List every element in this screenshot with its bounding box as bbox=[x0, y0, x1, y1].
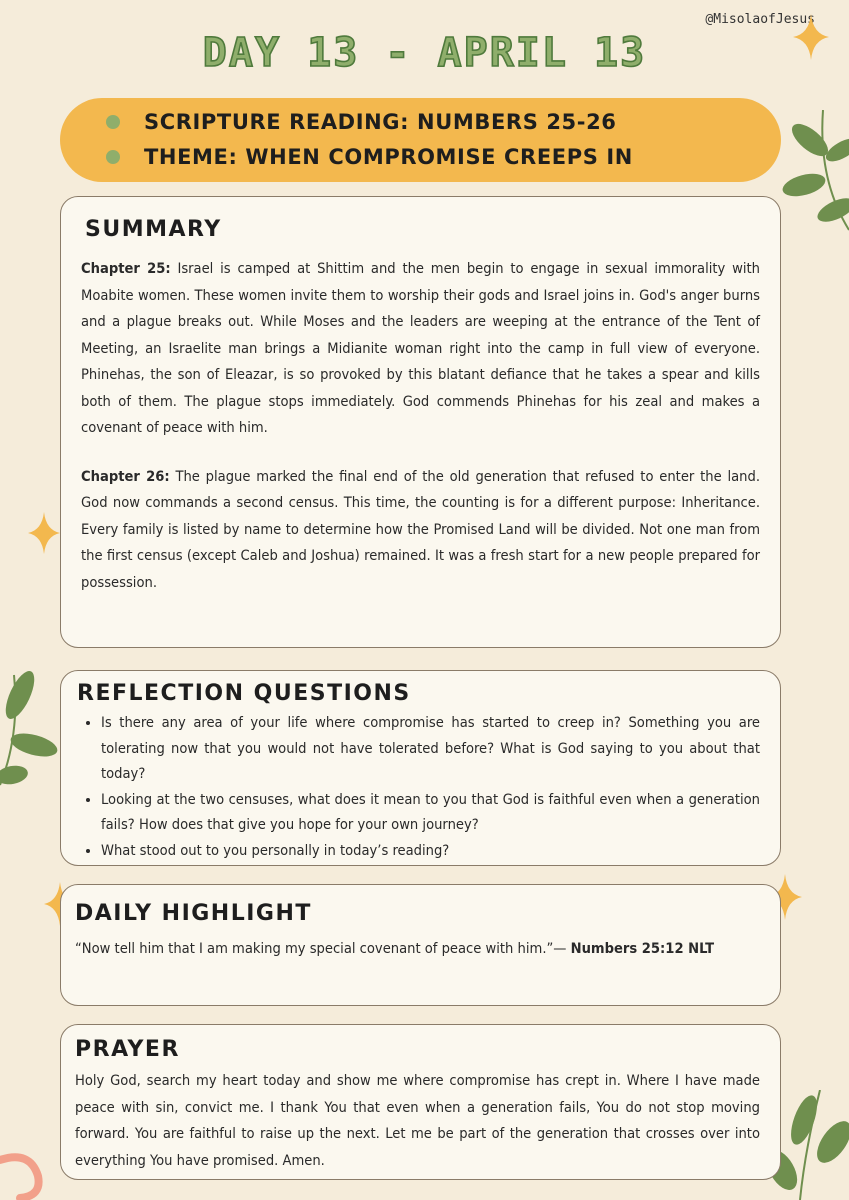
prayer-text: Holy God, search my heart today and show me where compromise has crept in. Where I have made peace with sin, convict me. I thank You that even when a generation fails, You do not stop moving forward. You are faithful to raise up the next. Let me be part of the generation that crosses over into everything You have promised. Amen. bbox=[75, 1072, 760, 1169]
theme-row bbox=[106, 145, 633, 169]
page-title: DAY 13 - APRIL 13 bbox=[202, 30, 647, 76]
sparkle-icon bbox=[793, 14, 829, 60]
list-item: • Is there any area of your life where compromise has started to creep in? Something you are tolerating now that you would not have tolerated before? What is God saying to you about that today? bbox=[101, 710, 760, 787]
highlight-quote: “Now tell him that I am making my special covenant of peace with him.”— bbox=[75, 940, 571, 957]
leaf-branch-left bbox=[0, 665, 58, 795]
scripture-reading: SCRIPTURE READING: NUMBERS 25-26 bbox=[144, 110, 617, 134]
bullet-dot-icon bbox=[106, 150, 120, 164]
theme: THEME: WHEN COMPROMISE CREEPS IN bbox=[144, 145, 633, 169]
swirl-decoration bbox=[0, 1140, 50, 1200]
sparkle-icon bbox=[28, 512, 60, 554]
daily-highlight-card bbox=[60, 884, 781, 1006]
leaf-branch-top-right bbox=[778, 110, 849, 240]
summary-card bbox=[60, 196, 781, 648]
reflection-list bbox=[77, 710, 760, 863]
reflection-heading: REFLECTION QUESTIONS bbox=[77, 681, 411, 706]
chapter-26-label: Chapter 26: bbox=[81, 467, 170, 485]
chapter-25-paragraph bbox=[81, 256, 760, 442]
summary-heading: SUMMARY bbox=[85, 217, 222, 242]
highlight-reference: Numbers 25:12 NLT bbox=[570, 940, 715, 957]
list-item: • What stood out to you personally in today’s reading? bbox=[101, 838, 760, 864]
chapter-26-paragraph bbox=[81, 464, 760, 597]
highlight-quote-paragraph bbox=[75, 936, 760, 963]
chapter-26-text: The plague marked the final end of the old generation that refused to enter the land. God now commands a second census. This time, the counting is for a different purpose: Inheritance. Every family is listed by name to determine how the Promised Land will be divided. Not one man from the first census (except Caleb and Joshua) remained. It was a fresh start for a new people prepared for possession. bbox=[81, 467, 760, 591]
scripture-banner bbox=[60, 98, 781, 182]
scripture-row bbox=[106, 110, 617, 134]
chapter-25-text: Israel is camped at Shittim and the men begin to engage in sexual immorality with Moabite women. These women invite them to worship their gods and Israel joins in. God's anger burns and a plague breaks out. While Moses and the leaders are weeping at the entrance of the Tent of Meeting, an Israelite man brings a Midianite woman right into the camp in full view of everyone. Phinehas, the son of Eleazar, is so provoked by this blatant defiance that he takes a spear and kills both of them. The plague stops immediately. God commends Phinehas for his zeal and makes a covenant of peace with him. bbox=[81, 260, 760, 436]
social-handle: @MisolaofJesus bbox=[705, 12, 815, 27]
prayer-heading: PRAYER bbox=[75, 1037, 180, 1062]
list-item: • Looking at the two censuses, what does it mean to you that God is faithful even when a generation fails? How does that give you hope for your own journey? bbox=[101, 787, 760, 838]
reflection-card bbox=[60, 670, 781, 866]
chapter-25-label: Chapter 25: bbox=[81, 260, 171, 277]
bullet-dot-icon bbox=[106, 115, 120, 129]
prayer-card bbox=[60, 1024, 781, 1180]
highlight-heading: DAILY HIGHLIGHT bbox=[75, 901, 312, 926]
